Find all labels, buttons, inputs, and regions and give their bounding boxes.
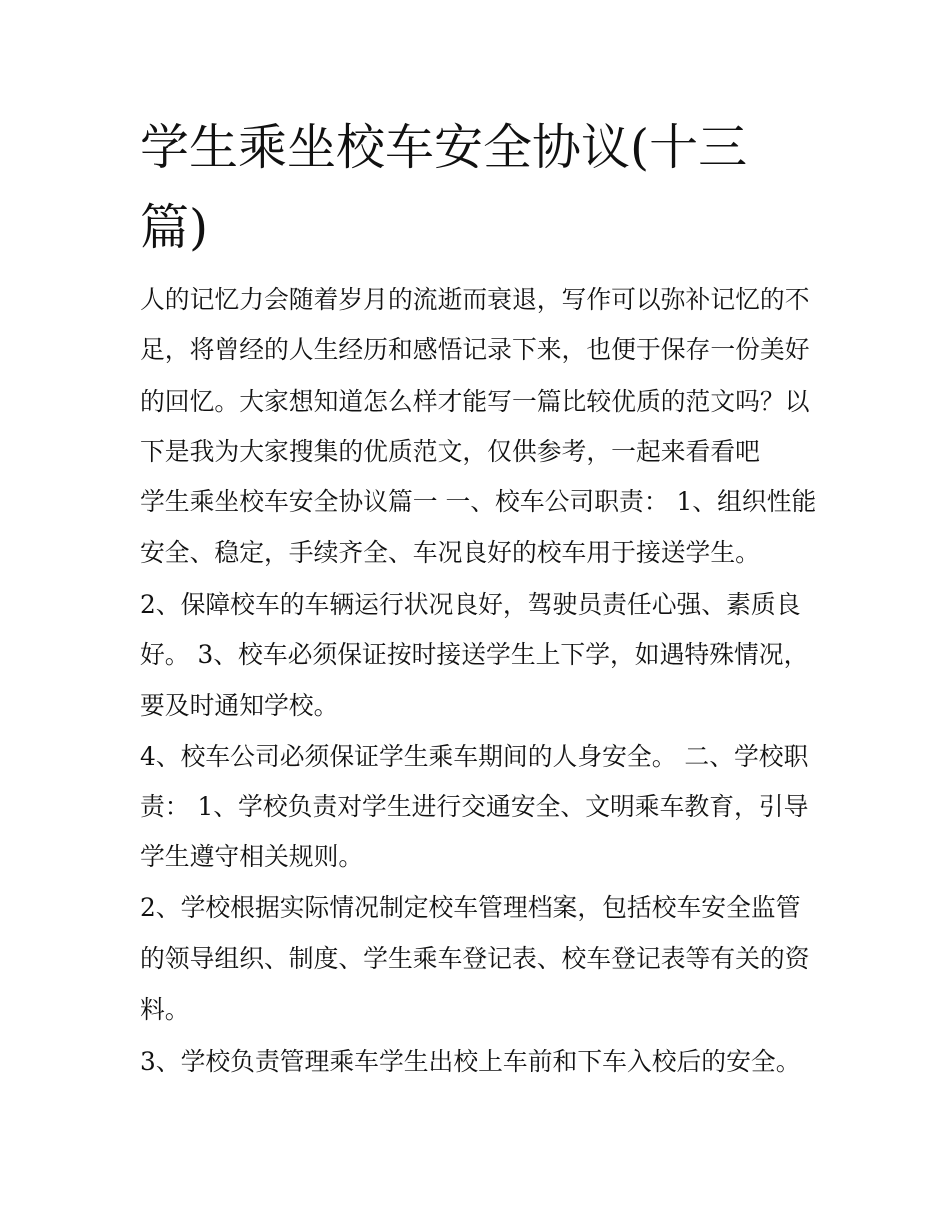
body-line: 2、学校根据实际情况制定校车管理档案，包括校车安全监管 <box>140 893 801 922</box>
body-line: 的领导组织、制度、学生乘车登记表、校车登记表等有关的资 <box>140 944 810 973</box>
body-line: 料。 <box>140 995 190 1024</box>
body-line: 2、保障校车的车辆运行状况良好，驾驶员责任心强、素质良 <box>140 590 801 619</box>
body-line: 学生遵守相关规则。 <box>140 842 364 871</box>
document-title-line-2: 篇) <box>140 199 209 256</box>
body-line: 人的记忆力会随着岁月的流逝而衰退，写作可以弥补记忆的不 <box>140 285 810 314</box>
body-line: 好。 3、校车必须保证按时接送学生上下学，如遇特殊情况， <box>140 640 809 669</box>
body-line: 3、学校负责管理乘车学生出校上车前和下车入校后的安全。 <box>140 1047 801 1076</box>
body-line: 足，将曾经的人生经历和感悟记录下来，也便于保存一份美好 <box>140 335 810 364</box>
body-line: 责： 1、学校负责对学生进行交通安全、文明乘车教育，引导 <box>140 792 809 821</box>
body-line: 要及时通知学校。 <box>140 691 339 720</box>
body-line: 下是我为大家搜集的优质范文，仅供参考，一起来看看吧 <box>140 437 760 466</box>
body-line: 4、校车公司必须保证学生乘车期间的人身安全。 二、学校职 <box>140 742 809 771</box>
body-line: 的回忆。大家想知道怎么样才能写一篇比较优质的范文吗？以 <box>140 387 810 416</box>
body-line: 学生乘坐校车安全协议篇一 一、校车公司职责： 1、组织性能 <box>140 487 817 516</box>
body-line: 安全、稳定，手续齐全、车况良好的校车用于接送学生。 <box>140 538 760 567</box>
document-title-line-1: 学生乘坐校车安全协议(十三 <box>140 119 748 176</box>
